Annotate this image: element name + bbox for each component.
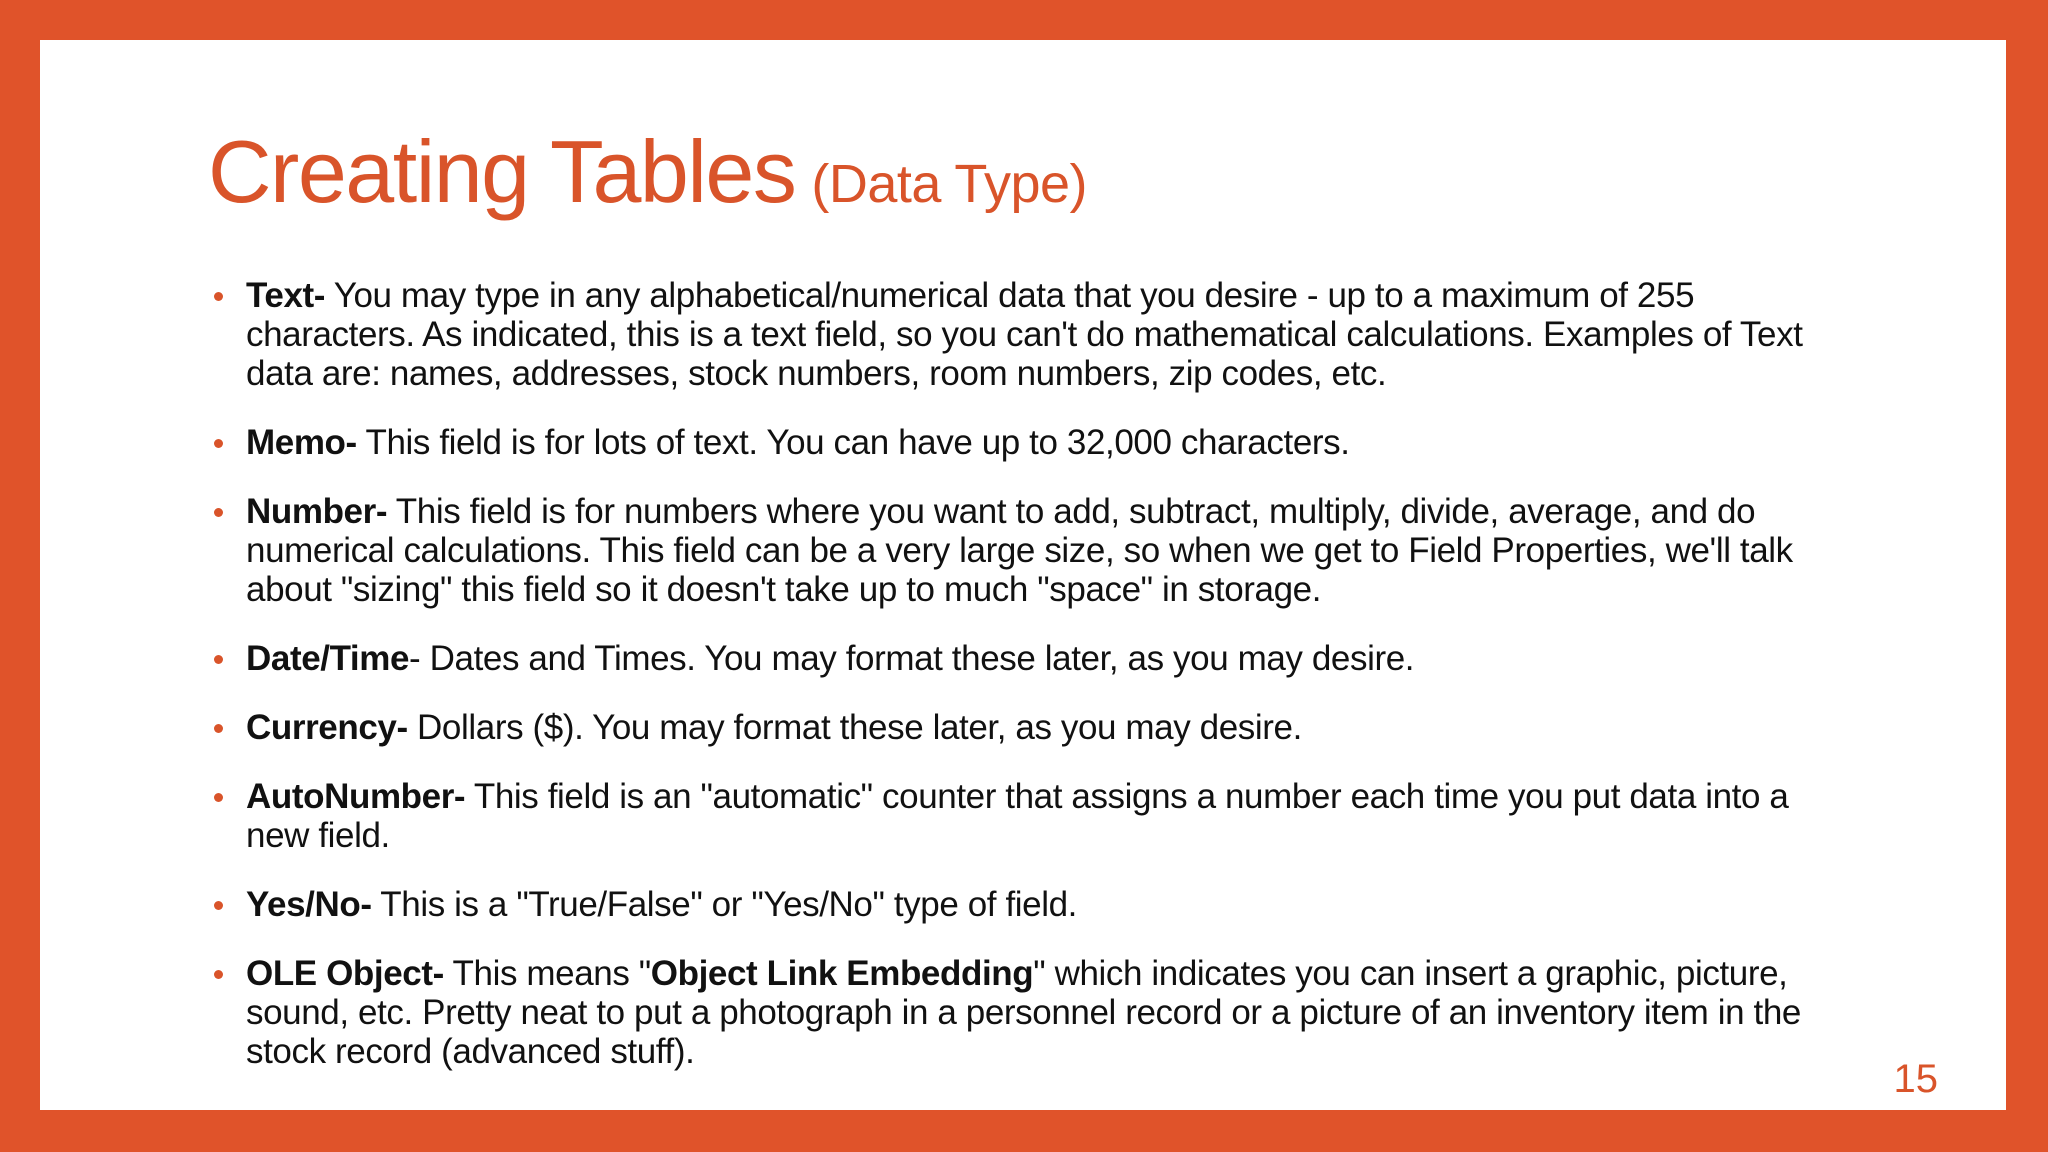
description-date-time: - Dates and Times. You may format these later, as you may desire. bbox=[409, 639, 1415, 678]
description-number: This field is for numbers where you want to add, subtract, multiply, divide, average, and do numerical calculations. This field can be a very large size, so when we get to Field Properties, we'll talk about "sizing" this field so it doesn't take up to much "space" in storage. bbox=[246, 492, 1793, 609]
bullet-text bbox=[212, 276, 1852, 393]
bullet-dot-icon bbox=[214, 292, 223, 301]
term-yes-no: Yes/No- bbox=[246, 885, 372, 924]
description-ole-object-before: This means " bbox=[443, 954, 651, 993]
bullet-ole-object bbox=[212, 954, 1852, 1071]
term-text: Text- bbox=[246, 276, 326, 315]
description-text: You may type in any alphabetical/numerical data that you desire - up to a maximum of 255 characters. As indicated, this is a text field, so you can't do mathematical calculations. Examples of Text data are: names, addresses, stock numbers, room numbers, zip codes, etc. bbox=[246, 276, 1803, 393]
description-ole-object-emphasis: Object Link Embedding bbox=[650, 954, 1034, 993]
bullet-currency bbox=[212, 708, 1852, 747]
bullet-dot-icon bbox=[214, 793, 223, 802]
term-currency: Currency- bbox=[246, 708, 408, 747]
term-memo: Memo- bbox=[246, 423, 357, 462]
term-ole-object: OLE Object- bbox=[246, 954, 444, 993]
bullet-memo bbox=[212, 423, 1852, 462]
description-memo: This field is for lots of text. You can have up to 32,000 characters. bbox=[356, 423, 1350, 462]
bullet-dot-icon bbox=[214, 655, 223, 664]
description-yes-no: This is a "True/False" or "Yes/No" type of field. bbox=[371, 885, 1077, 924]
title-main: Creating Tables bbox=[208, 122, 796, 221]
slide bbox=[40, 40, 2006, 1110]
bullet-list bbox=[212, 276, 1852, 1101]
term-number: Number- bbox=[246, 492, 388, 531]
title-subtitle: (Data Type) bbox=[811, 154, 1087, 214]
bullet-date-time bbox=[212, 639, 1852, 678]
description-ole-object-after: " which indicates you can insert a graphic, picture, sound, etc. Pretty neat to put a photograph in a personnel record or a picture of an inventory item in the stock record (advanced stuff). bbox=[246, 954, 1801, 1071]
bullet-dot-icon bbox=[214, 970, 223, 979]
description-autonumber: This field is an "automatic" counter that assigns a number each time you put data into a new field. bbox=[246, 777, 1789, 855]
bullet-dot-icon bbox=[214, 439, 223, 448]
page-number: 15 bbox=[1893, 1057, 1938, 1101]
description-currency: Dollars ($). You may format these later, as you may desire. bbox=[407, 708, 1302, 747]
term-autonumber: AutoNumber- bbox=[246, 777, 466, 816]
bullet-yes-no bbox=[212, 885, 1852, 924]
bullet-dot-icon bbox=[214, 901, 223, 910]
term-date-time: Date/Time bbox=[246, 639, 410, 678]
bullet-dot-icon bbox=[214, 724, 223, 733]
bullet-autonumber bbox=[212, 777, 1852, 855]
bullet-number bbox=[212, 492, 1852, 609]
slide-title bbox=[208, 122, 1087, 221]
bullet-dot-icon bbox=[214, 508, 223, 517]
